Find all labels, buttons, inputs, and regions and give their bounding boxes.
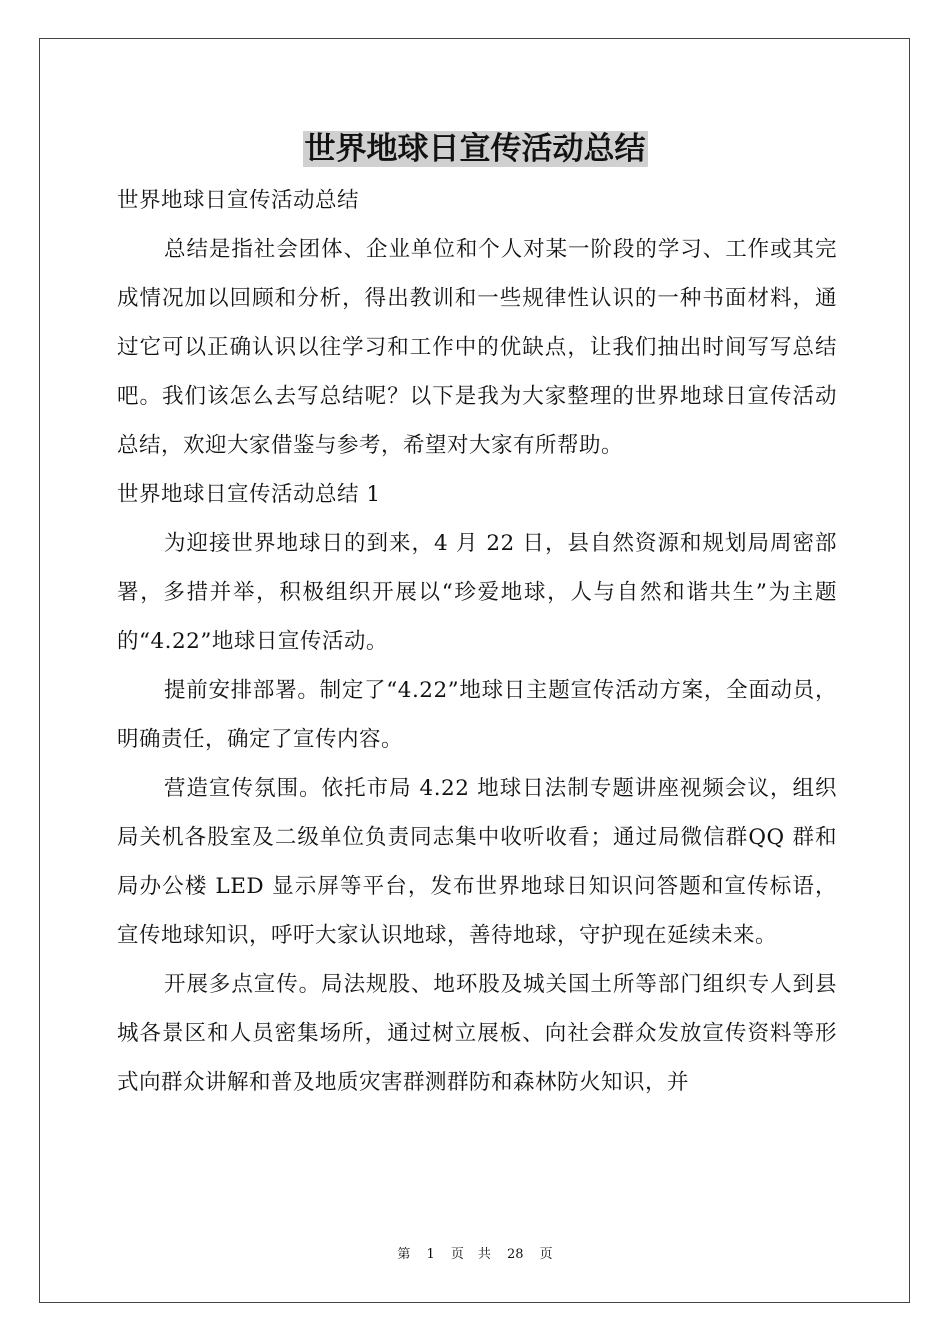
body-paragraph: 为迎接世界地球日的到来，4 月 22 日，县自然资源和规划局周密部署，多措并举，积极组织开展以“珍爱地球，人与自然和谐共生”为主题的“4.22”地球日宣传活动。 [117,531,837,654]
section-heading-1: 世界地球日宣传活动总结 1 [117,482,381,507]
page-number: 第 1 页 [397,1247,464,1262]
document-body [117,176,837,1107]
body-paragraph: 营造宣传氛围。依托市局 4.22 地球日法制专题讲座视频会议，组织局关机各股室及二级单位负责同志集中收听收看；通过局微信群QQ 群和局办公楼 LED 显示屏等平台，发布世界地球日知识问答题和宣传标语，宣传地球知识，呼吁大家认识地球，善待地球，守护现在延续未来。 [117,776,837,948]
intro-paragraph: 总结是指社会团体、企业单位和个人对某一阶段的学习、工作或其完成情况加以回顾和分析，得出教训和一些规律性认识的一种书面材料，通过它可以正确认识以往学习和工作中的优缺点，让我们抽出时间写写总结吧。我们该怎么去写总结呢？以下是我为大家整理的世界地球日宣传活动总结，欢迎大家借鉴与参考，希望对大家有所帮助。 [117,237,837,458]
document-title-text: 世界地球日宣传活动总结 [304,131,646,167]
page-total: 共 28 页 [477,1247,553,1262]
subtitle-line: 世界地球日宣传活动总结 [117,188,360,213]
body-paragraph: 提前安排部署。制定了“4.22”地球日主题宣传活动方案，全面动员，明确责任，确定了宣传内容。 [117,678,837,752]
document-title [0,126,950,172]
page-footer [0,1243,950,1262]
body-paragraph: 开展多点宣传。局法规股、地环股及城关国土所等部门组织专人到县城各景区和人员密集场所，通过树立展板、向社会群众发放宣传资料等形式向群众讲解和普及地质灾害群测群防和森林防火知识，并 [117,972,837,1095]
